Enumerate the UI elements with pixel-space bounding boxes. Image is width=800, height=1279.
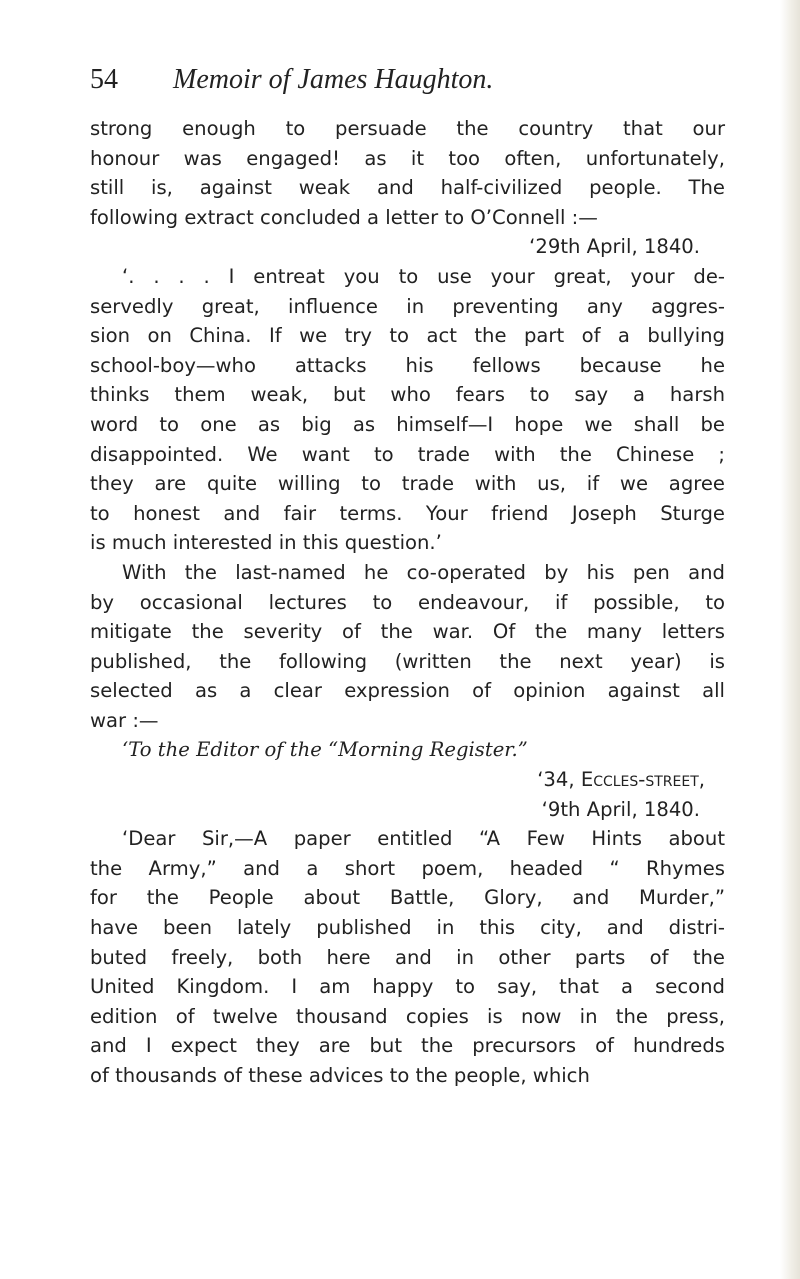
running-title: Memoir of James Haughton. — [173, 64, 494, 95]
letter-date: ‘29th April, 1840. — [529, 235, 700, 259]
text-line: for the People about Battle, Glory, and Murder,” — [90, 886, 725, 910]
text-line: is much interested in this question.’ — [90, 531, 442, 555]
text-line: sion on China. If we try to act the part of a bullying — [90, 324, 725, 348]
text-line: of thousands of these advices to the people, which — [90, 1064, 590, 1087]
text-line: war :— — [90, 708, 159, 732]
text-line: and I expect they are but the precursors of hundreds — [90, 1034, 725, 1058]
letter-date: ‘9th April, 1840. — [541, 797, 700, 821]
text-line: mitigate the severity of the war. Of the many letters — [90, 620, 725, 644]
text-line: thinks them weak, but who fears to say a harsh — [90, 383, 725, 407]
letter-heading: ‘To the Editor of the “Morning Register.” — [122, 738, 528, 762]
text-line: by occasional lectures to endeavour, if possible, to — [90, 590, 725, 614]
letter-address: ‘34, Eccles-street, — [537, 768, 705, 792]
text-line: buted freely, both here and in other parts of the — [90, 945, 725, 969]
page-edge-shadow — [780, 0, 800, 1279]
text-line: ‘. . . . I entreat you to use your great, your de- — [122, 264, 725, 288]
running-header — [90, 60, 730, 100]
text-line: strong enough to persuade the country that our — [90, 117, 725, 140]
text-line: word to one as big as himself—I hope we shall be — [90, 412, 725, 436]
text-line: still is, against weak and half-civilized people. The — [90, 176, 725, 200]
text-line: ‘Dear Sir,—A paper entitled “A Few Hints about — [122, 827, 725, 851]
text-line: school-boy—who attacks his fellows because he — [90, 353, 725, 377]
text-line: following extract concluded a letter to O’Connell :— — [90, 205, 598, 229]
text-line: servedly great, influence in preventing any aggres- — [90, 294, 725, 318]
body-text — [90, 114, 725, 1091]
text-line: to honest and fair terms. Your friend Joseph Sturge — [90, 501, 725, 525]
text-line: honour was engaged! as it too often, unfortunately, — [90, 146, 725, 170]
text-line: have been lately published in this city, and distri- — [90, 916, 725, 940]
text-line: With the last-named he co-operated by his pen and — [122, 560, 725, 584]
text-line: they are quite willing to trade with us, if we agree — [90, 472, 725, 496]
text-line: published, the following (written the next year) is — [90, 649, 725, 673]
text-line: disappointed. We want to trade with the Chinese ; — [90, 442, 725, 466]
text-line: the Army,” and a short poem, headed “ Rhymes — [90, 856, 725, 880]
page-number: 54 — [90, 64, 118, 95]
text-line: edition of twelve thousand copies is now in the press, — [90, 1004, 725, 1028]
text-line: United Kingdom. I am happy to say, that a second — [90, 975, 725, 999]
text-line: selected as a clear expression of opinion against all — [90, 679, 725, 703]
